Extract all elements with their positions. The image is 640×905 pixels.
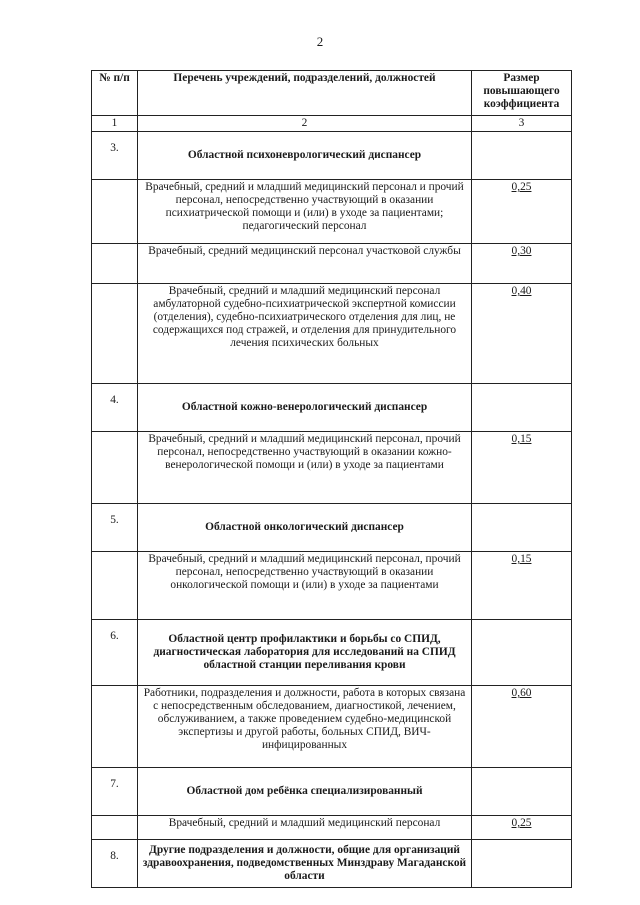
item-coefficient [472, 552, 572, 620]
section-number: 4. [92, 384, 138, 432]
item-description: Врачебный, средний и младший медицинский персонал амбулаторной судебно-психиатрической экспертной комиссии (отделения), судебно-психиатрического отделения для лиц, не содержащихся под стражей, и отделения для принудительного лечения психических больных [138, 284, 472, 384]
empty-cell [472, 840, 572, 888]
coefficient-value: 0,25 [511, 181, 532, 193]
empty-cell [92, 244, 138, 284]
column-number: 2 [138, 116, 472, 132]
table-row [92, 284, 572, 384]
empty-cell [472, 384, 572, 432]
section-title: Областной центр профилактики и борьбы со СПИД, диагностическая лаборатория для исследований на СПИД областной станции переливания крови [138, 620, 472, 686]
table-row [92, 816, 572, 840]
table-header-row [92, 71, 572, 116]
section-title: Областной кожно-венерологический диспансер [138, 384, 472, 432]
coefficient-value: 0,40 [511, 285, 532, 297]
empty-cell [472, 504, 572, 552]
section-number: 8. [92, 840, 138, 888]
table-row [92, 432, 572, 504]
empty-cell [92, 816, 138, 840]
table-row [92, 244, 572, 284]
table-row [92, 686, 572, 768]
section-number: 6. [92, 620, 138, 686]
section-row [92, 620, 572, 686]
item-description: Врачебный, средний и младший медицинский персонал и прочий персонал, непосредственно участвующий в оказании психиатрической помощи и (или) в уходе за пациентами; педагогический персонал [138, 180, 472, 244]
section-row [92, 768, 572, 816]
item-coefficient [472, 816, 572, 840]
section-title: Другие подразделения и должности, общие для организаций здравоохранения, подведомственных Минздраву Магаданской области [138, 840, 472, 888]
empty-cell [472, 768, 572, 816]
item-coefficient [472, 180, 572, 244]
item-coefficient [472, 432, 572, 504]
empty-cell [92, 432, 138, 504]
empty-cell [92, 686, 138, 768]
coefficient-value: 0,30 [511, 245, 532, 257]
empty-cell [92, 552, 138, 620]
section-row [92, 840, 572, 888]
item-description: Работники, подразделения и должности, работа в которых связана с непосредственным обследованием, диагностикой, лечением, обслуживанием, а также проведением судебно-медицинской экспертизы и другой работы, больных СПИД, ВИЧ-инфицированных [138, 686, 472, 768]
column-number-row [92, 116, 572, 132]
item-coefficient [472, 686, 572, 768]
header-num: № п/п [92, 71, 138, 116]
section-number: 5. [92, 504, 138, 552]
empty-cell [92, 284, 138, 384]
table-row [92, 552, 572, 620]
section-row [92, 504, 572, 552]
empty-cell [472, 132, 572, 180]
item-coefficient [472, 284, 572, 384]
coefficient-value: 0,15 [511, 433, 532, 445]
column-number: 1 [92, 116, 138, 132]
section-title: Областной онкологический диспансер [138, 504, 472, 552]
empty-cell [92, 180, 138, 244]
item-description: Врачебный, средний медицинский персонал участковой службы [138, 244, 472, 284]
coefficient-value: 0,25 [511, 817, 532, 829]
section-number: 7. [92, 768, 138, 816]
coefficient-value: 0,15 [511, 553, 532, 565]
section-row [92, 132, 572, 180]
header-list: Перечень учреждений, подразделений, должностей [138, 71, 472, 116]
section-title: Областной психоневрологический диспансер [138, 132, 472, 180]
table-row [92, 180, 572, 244]
item-description: Врачебный, средний и младший медицинский персонал, прочий персонал, непосредственно участвующий в оказании онкологической помощи и (или) в уходе за пациентами [138, 552, 472, 620]
empty-cell [472, 620, 572, 686]
page-number: 2 [316, 34, 324, 49]
column-number: 3 [472, 116, 572, 132]
section-number: 3. [92, 132, 138, 180]
item-description: Врачебный, средний и младший медицинский персонал [138, 816, 472, 840]
coefficient-value: 0,60 [511, 687, 532, 699]
coefficient-table [91, 70, 572, 888]
item-coefficient [472, 244, 572, 284]
item-description: Врачебный, средний и младший медицинский персонал, прочий персонал, непосредственно участвующий в оказании кожно-венерологической помощи и (или) в уходе за пациентами [138, 432, 472, 504]
header-coef: Размер повышающего коэффициента [472, 71, 572, 116]
section-row [92, 384, 572, 432]
section-title: Областной дом ребёнка специализированный [138, 768, 472, 816]
